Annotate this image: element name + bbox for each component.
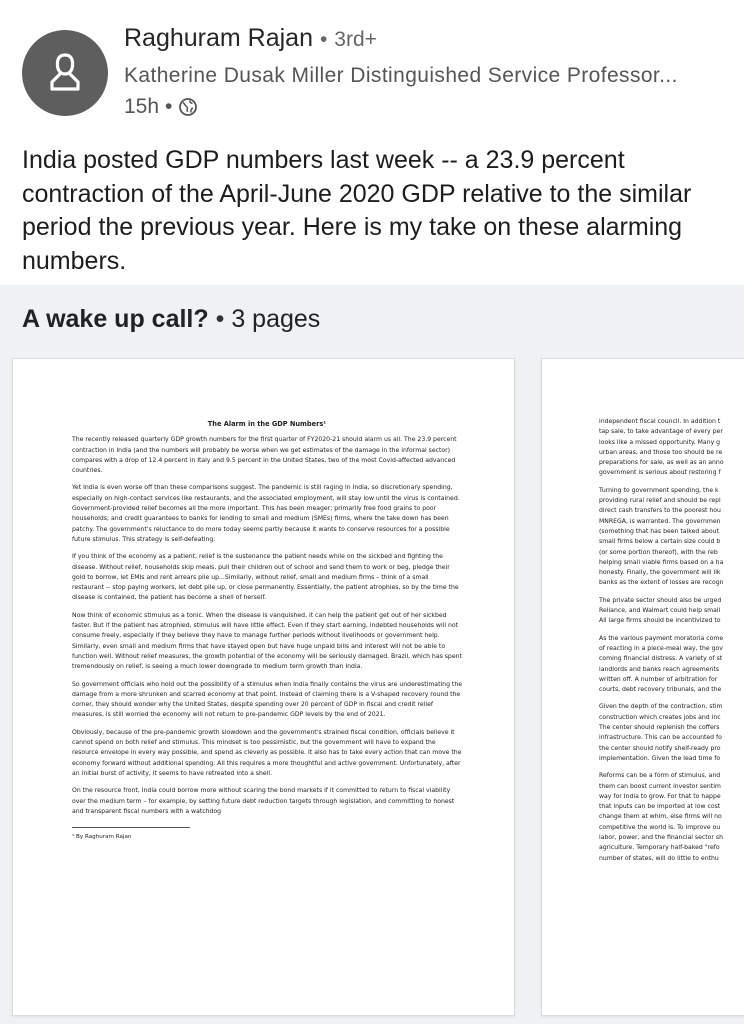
page-paragraph: Now think of economic stimulus as a tonic. When the disease is vanquished, it can help the patient get out of her sickbed faster. But if the patient has atrophied, stimulus will have little effect. Even if they start earning, indebted households will not consume freely, especially if they believe they have to manage further periods without livelihoods or government help. Similarly, even small and medium firms that have stayed open but have huge unpaid bills and interest will not be able to function well. Without relief measures, the growth potential of the economy will be seriously damaged. Brazil, which has spent tremendously on relief, is seeing a much lower downgrade to medium term growth than India. xyxy=(72,611,462,671)
page-count: 3 pages xyxy=(231,305,321,333)
separator-dot: • xyxy=(319,28,328,51)
page-text-line: construction which creates jobs and inc xyxy=(599,713,721,721)
page-2-content xyxy=(599,417,744,871)
page-text-line: agriculture. Temporary half-baked "refo xyxy=(599,844,720,852)
page-paragraph xyxy=(599,486,744,589)
page-text-line: them can boost current investor sentim xyxy=(599,782,721,790)
page-text-line: way for India to grow. For that to happe xyxy=(599,792,721,800)
page-paragraph: On the resource front, India could borrow more without scaring the bond markets if it committed to return to fiscal viability over the medium term – for example, by setting future debt reduction targets through legislation, and committing to honest and transparent fiscal numbers with a watchdog xyxy=(72,787,455,815)
page-1-content xyxy=(72,419,462,842)
page-text-line: urban areas, and those too should be re xyxy=(599,448,723,456)
page-text-line: change them at whim, else firms will no xyxy=(599,813,722,821)
connection-degree: 3rd+ xyxy=(334,28,377,51)
page-paragraph: The recently released quarterly GDP growth numbers for the first quarter of FY2020-21 should alarm us all. The 23.9 percent contraction in India (and the numbers will probably be worse when we get estimates of the damage in the informal sector) compares with a drop of 12.4 percent in Italy and 9.5 percent in the United States, two of the most Covid-affected advanced countries. xyxy=(72,436,457,475)
globe-icon xyxy=(178,97,198,117)
page-text-line: that inputs can be imported at low cost xyxy=(599,803,721,811)
page-text-line: of reacting in a piece-meal way, the gov xyxy=(599,644,723,652)
page-paragraph: Obviously, because of the pre-pandemic growth slowdown and the government's strained fiscal condition, officials believe it cannot spend on both relief and stimulus. This mindset is too pessimistic, but the government will have to expand the resource envelope in every way possible, and spend as cleverly as possible. It also has to take every action that can move the economy forward without additional spending. All this requires a more thoughtful and active government. Unfortunately, after an initial burst of activity, it seems to have retreated into a shell. xyxy=(72,728,462,777)
page-heading: The Alarm in the GDP Numbers¹ xyxy=(207,420,327,428)
author-headline: Katherine Dusak Miller Distinguished Service Professor... xyxy=(124,64,678,87)
document-attachment[interactable] xyxy=(0,285,744,1024)
page-text-line: the center should notify shelf-ready pro xyxy=(599,744,721,752)
post-header xyxy=(0,0,744,140)
page-text-line: number of states, will do little to enthu xyxy=(599,854,719,862)
post-meta xyxy=(124,95,198,119)
page-text-line: looks like a missed opportunity. Many g xyxy=(599,438,721,446)
page-text-line: Reforms can be a form of stimulus, and xyxy=(599,772,721,780)
page-text-line: independent fiscal council. In addition t xyxy=(599,418,721,425)
page-text-line: As the various payment moratoria come xyxy=(599,634,724,642)
separator-dot: • xyxy=(215,305,225,333)
footnote: ¹ By Raghuram Rajan xyxy=(72,834,132,841)
page-text-line: landlords and banks reach agreements xyxy=(599,665,719,673)
page-text-line: tap sale, to take advantage of every per xyxy=(599,428,723,436)
page-paragraph xyxy=(599,771,744,864)
page-text-line: written off. A number of arbitration for xyxy=(599,675,718,683)
page-paragraph xyxy=(599,702,744,764)
page-text-line: All large firms should be incentivized to xyxy=(599,617,721,625)
page-text-line: government is serious about restoring f xyxy=(599,469,721,477)
page-text-line: infrastructure. This can be accounted fo xyxy=(599,734,722,742)
author-name[interactable]: Raghuram Rajan xyxy=(124,24,313,52)
post-text: India posted GDP numbers last week -- a 23.9 percent contraction of the April-June 2020 GDP relative to the similar period the previous year. Here is my take on these alarming numbers. xyxy=(22,146,692,275)
document-title-line[interactable] xyxy=(22,305,320,334)
page-paragraph: So government officials who hold out the possibility of a stimulus when India finally contains the virus are underestimating the damage from a more shrunken and scarred economy at that point. Instead of claiming there is a V-shaped recovery round the corner, they should wonder why the United States, despite spending over 20 percent of GDP in fiscal and credit relief measures, is still worried the economy will not return to pre-pandemic GDP levels by the end of 2021. xyxy=(72,680,463,719)
page-text-line: preparations for sale, as well as an anno xyxy=(599,459,724,467)
page-text-line: Turning to government spending, the k xyxy=(599,486,719,494)
page-text-line: small firms below a certain size could b xyxy=(599,538,721,546)
page-text-line: providing rural relief and should be repl xyxy=(599,497,721,505)
document-page-1[interactable] xyxy=(12,358,515,1016)
page-text-line: honesty. Finally, the government will lik xyxy=(599,569,721,577)
document-page-2[interactable] xyxy=(541,358,744,1016)
page-paragraph xyxy=(599,417,744,479)
page-text-line: implementation. Given the lead time fo xyxy=(599,754,721,762)
page-text-line: helping small viable firms based on a ha xyxy=(599,558,724,566)
page-text-line: MNREGA, is warranted. The governmen xyxy=(599,517,721,525)
page-text-line: direct cash transfers to the poorest hou xyxy=(599,507,721,515)
page-text-line: coming financial distress. A variety of st xyxy=(599,655,723,663)
footnote-divider xyxy=(72,827,190,828)
page-text-line: labor, power, and the financial sector sh xyxy=(599,833,723,841)
page-text-line: (or some portion thereof), with the reb xyxy=(599,548,718,556)
page-text-line: (something that has been talked about xyxy=(599,527,719,535)
author-line[interactable] xyxy=(124,24,377,53)
page-text-line: courts, debt recovery tribunals, and the xyxy=(599,686,722,694)
post-time: 15h xyxy=(124,95,160,118)
document-title: A wake up call? xyxy=(22,305,209,333)
page-paragraph: If you think of the economy as a patient, relief is the sustenance the patient needs while on the sickbed and fighting the disease. Without relief, households skip meals, pull their children out of school and send them to work or beg, pledge their gold to borrow, let EMIs and rent arrears pile up...Similarly, without relief, small and medium firms – think of a small restaurant -- stop paying workers, let debt pile up, or close permanently. Essentially, the patient atrophies, so by the time the disease is contained, the patient has become a shell of herself. xyxy=(72,553,459,602)
avatar[interactable] xyxy=(22,30,108,116)
page-text-line: Reliance, and Walmart could help small xyxy=(599,607,721,615)
person-placeholder-icon xyxy=(45,51,85,95)
page-paragraph xyxy=(599,596,744,627)
page-text-line: The center should replenish the coffers xyxy=(599,724,720,732)
separator-dot: • xyxy=(165,95,173,118)
page-paragraph: Yet India is even worse off than these comparisons suggest. The pandemic is still raging in India, so discretionary spending, especially on high-contact services like restaurants, and the associated employment, will stay low until the virus is contained. Government-provided relief becomes all the more important. This has been meager; primarily free food grains to poor households; and credit guarantees to banks for lending to small and medium (SMEs) firms, where the take down has been patchy. The government's reluctance to do more today seems partly because it wants to conserve resources for a possible future stimulus. This strategy is self-defeating. xyxy=(72,484,460,543)
page-paragraph xyxy=(599,634,744,696)
page-text-line: banks as the extent of losses are recogn xyxy=(599,579,724,587)
page-text-line: The private sector should also be urged xyxy=(599,596,722,604)
page-text-line: Given the depth of the contraction, stim xyxy=(599,703,723,711)
page-text-line: competitive the world is. To improve ou xyxy=(599,823,721,831)
